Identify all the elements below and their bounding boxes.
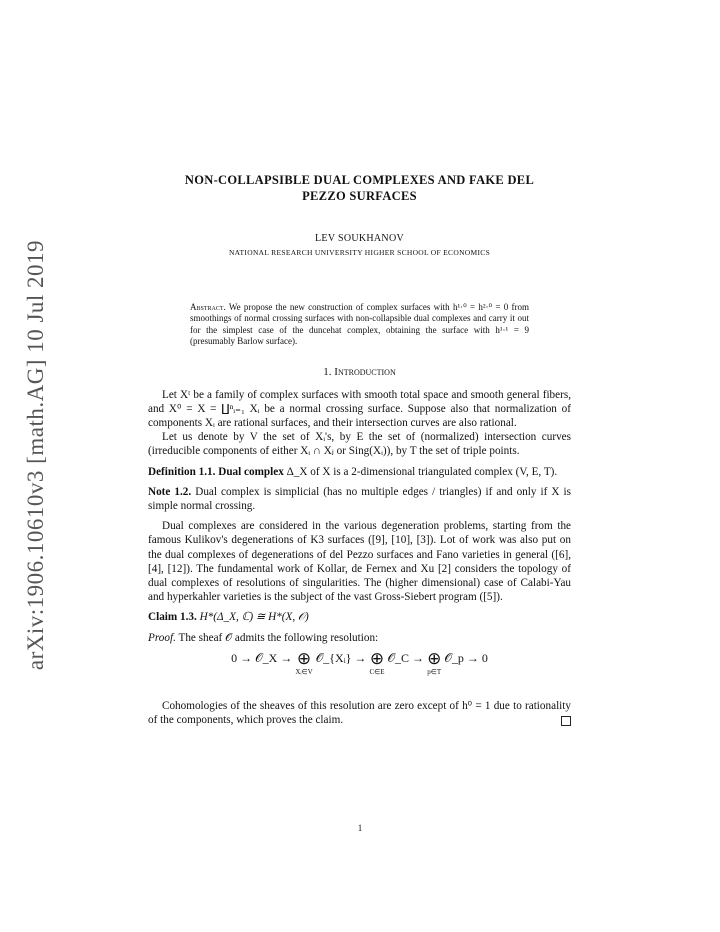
- paragraph-1: Let Xᵗ be a family of complex surfaces with smooth total space and smooth general fibers, and X⁰ = X = ∐ⁿᵢ₌₁ Xᵢ be a normal crossing surface. Suppose also that normalization of components Xᵢ are rational surfaces, and their intersection curves are also rational.: [148, 388, 571, 430]
- definition-text: Δ_X of X is a 2-dimensional triangulated complex (V, E, T).: [286, 465, 558, 478]
- resolution-equation: [148, 648, 571, 687]
- abstract-label: Abstract.: [190, 302, 226, 312]
- qed-square-icon: [561, 716, 571, 726]
- paragraph-3: Dual complexes are considered in the various degeneration problems, starting from the famous Kulikov's degenerations of K3 surfaces ([9], [10], [3]). Lot of work was also put on the dual complexes of degenerations of del Pezzo surfaces and Fano varieties in general ([6], [4], [12]). The fundamental work of Kollar, de Fernex and Xu [2] considers the topology of dual complexes of resolutions of singularities. The (higher dimensional) case of Calabi-Yau and hyperkahler varieties is the subject of the vast Gross-Siebert program ([5]).: [148, 520, 571, 604]
- paper-page: [148, 172, 571, 727]
- direct-sum-icon: ⊕: [296, 648, 312, 668]
- definition-label: Definition 1.1.: [148, 465, 216, 478]
- direct-sum-icon: ⊕: [369, 648, 385, 668]
- abstract: [190, 302, 529, 348]
- equation-start: 0 → 𝒪_X →: [231, 650, 293, 665]
- author-affiliation: NATIONAL RESEARCH UNIVERSITY HIGHER SCHOOL OF ECONOMICS: [228, 248, 491, 257]
- proof: [148, 631, 571, 645]
- proof-label: Proof.: [148, 631, 176, 644]
- sum-index-3: p∈T: [427, 667, 442, 676]
- paper-title: [148, 172, 571, 204]
- title-line-1: NON-COLLAPSIBLE DUAL COMPLEXES AND FAKE DEL: [184, 173, 535, 187]
- proof-text: The sheaf 𝒪 admits the following resolution:: [178, 631, 379, 644]
- direct-sum-icon: ⊕: [427, 648, 442, 668]
- page-number: 1: [357, 823, 363, 833]
- equation-term-1: 𝒪_{Xᵢ} →: [315, 650, 367, 665]
- direct-sum-edges: [369, 648, 385, 677]
- direct-sum-vertices: [295, 648, 313, 677]
- claim-text: H*(Δ_X, ℂ) ≅ H*(X, 𝒪): [199, 611, 309, 624]
- equation-term-3: 𝒪_p → 0: [444, 650, 488, 665]
- abstract-text: We propose the new construction of complex surfaces with h¹·⁰ = h²·⁰ = 0 from smoothings of normal crossing surfaces with non-collapsible dual complexes and carry it out for the simplest case of the duncehat complex, obtaining the surface with h¹·¹ = 9 (presumably Barlow surface).: [190, 302, 530, 347]
- note-label: Note 1.2.: [148, 485, 192, 498]
- sum-index-1: Xᵢ∈V: [295, 667, 313, 676]
- title-line-2: PEZZO SURFACES: [302, 189, 417, 203]
- claim-label: Claim 1.3.: [148, 611, 197, 624]
- paragraph-4-text: Cohomologies of the sheaves of this resolution are zero except of h⁰ = 1 due to rationality of the components, which proves the claim.: [148, 699, 571, 727]
- note-1-2: [148, 485, 571, 513]
- author-name: LEV SOUKHANOV: [315, 233, 404, 244]
- paragraph-4: [148, 699, 571, 727]
- equation-term-2: 𝒪_C →: [387, 650, 425, 665]
- direct-sum-triangles: [427, 648, 442, 677]
- definition-1-1: [148, 465, 571, 479]
- section-heading-introduction: 1. Introduction: [323, 365, 396, 378]
- arxiv-stamp-text: arXiv:1906.10610v3 [math.AG] 10 Jul 2019: [23, 239, 48, 671]
- claim-1-3: [148, 610, 571, 624]
- paragraph-2: Let us denote by V the set of Xᵢ's, by E the set of (normalized) intersection curves (irreducible components of either Xᵢ ∩ Xⱼ or Sing(Xᵢ)), by T the set of triple points.: [148, 431, 571, 458]
- definition-term: Dual complex: [218, 465, 284, 478]
- note-text: Dual complex is simplicial (has no multiple edges / triangles) if and only if X is simple normal crossing.: [148, 485, 571, 513]
- sum-index-2: C∈E: [369, 667, 385, 676]
